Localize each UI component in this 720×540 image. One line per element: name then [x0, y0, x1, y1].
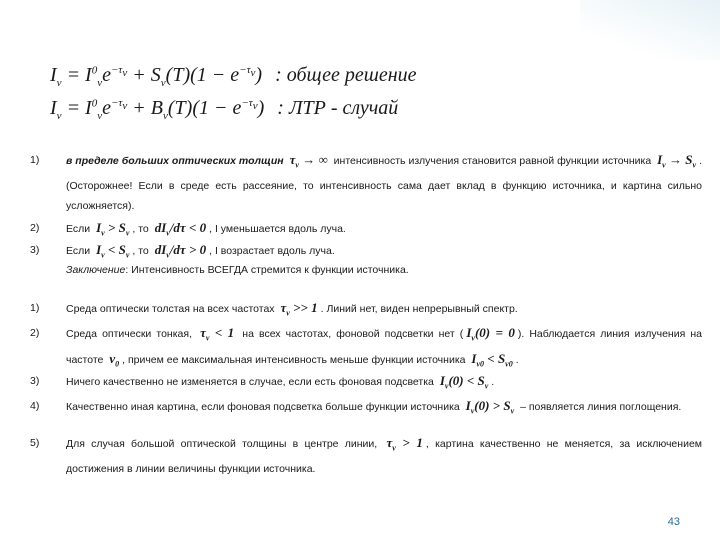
item-lead: в пределе больших оптических толщин — [66, 155, 284, 167]
conclusion-text: : Интенсивность ВСЕГДА стремится к функции источника. — [125, 264, 409, 276]
equation-general-label: : общее решение — [275, 64, 417, 86]
conclusion — [66, 261, 409, 279]
list-item: 2) Если $I_\nu > S_\nu$ , то $dI_\nu/d\tau < 0$ , I уменьшается вдоль луча. — [30, 220, 346, 238]
equation-general-solution: $I_\nu = I^0_\nu e^{-\tau_\nu} + S_\nu(T)(1 - e^{-\tau_\nu})$ : общее решение — [50, 64, 417, 89]
formula: $\nu_0$ — [109, 350, 120, 369]
formula: $I_{\nu 0} < S_{\nu 0}$ — [471, 350, 513, 369]
formula: $\tau_\nu > 1$ — [386, 435, 423, 453]
list-item: 3) Если $I_\nu < S_\nu$ , то $dI_\nu/d\tau > 0$ , I возрастает вдоль луча. — [30, 242, 335, 260]
formula: $dI_\nu/d\tau > 0$ — [154, 242, 207, 260]
formula: $\tau_\nu$ → ∞ — [289, 152, 328, 170]
formula: $\tau_\nu >> 1$ — [280, 300, 318, 318]
equation-lte-label: : ЛТР - случай — [277, 97, 399, 119]
page-number: 43 — [667, 516, 680, 528]
formula: $I_\nu < S_\nu$ — [96, 242, 130, 260]
list-item: 5) Для случая большой оптической толщины в центре линии, $\tau_\nu > 1$ , картина качественно не меняется, за исключением достижения в линии величины функции источника. — [30, 435, 702, 475]
formula: $I_\nu(0) > S_\nu$ — [465, 398, 515, 416]
list-item: 2) Среда оптически тонкая, $\tau_\nu < 1$ на всех частотах, фоновой подсветки нет ( $I_\nu(0) = 0$ ). Наблюдается линия излучения на частоте $\nu_0$ , причем ее максимальная интенсивность меньше функции источника $I_{\nu 0} < S_{\nu 0}$ . — [30, 325, 702, 369]
formula: $\tau_\nu < 1$ — [200, 325, 235, 343]
list-item: 4) Качественно иная картина, если фоновая подсветка больше функции источника $I_\nu(0) > S_\nu$ – появляется линия поглощения. — [30, 398, 682, 416]
formula: $I_\nu(0) = 0$ — [466, 325, 515, 343]
equation-lte-case: $I_\nu = I^0_\nu e^{-\tau_\nu} + B_\nu(T)(1 - e^{-\tau_\nu})$ : ЛТР - случай — [50, 97, 399, 122]
formula: $dI_\nu/d\tau < 0$ — [154, 220, 207, 238]
formula: $I_\nu \to S_\nu$ — [657, 152, 697, 170]
list-item: 1) Среда оптически толстая на всех частотах $\tau_\nu >> 1$ . Линий нет, виден непрерывный спектр. — [30, 300, 518, 318]
slide-corner-decoration — [580, 0, 720, 60]
list-item: 3) Ничего качественно не изменяется в случае, если есть фоновая подсветка $I_\nu(0) < S_\nu$ . — [30, 373, 495, 391]
formula: $I_\nu > S_\nu$ — [96, 220, 130, 238]
conclusion-label: Заключение — [66, 264, 126, 276]
formula: $I_\nu(0) < S_\nu$ — [439, 373, 489, 391]
list-item: 1) в пределе больших оптических толщин $\tau_\nu$ → ∞ интенсивность излучения становится равной функции источника $I_\nu \to S_\nu$ . (Осторожнее! Если в среде есть рассеяние, то интенсивность сама дает вклад в функцию источника, и картина сильно усложняется). — [30, 152, 702, 212]
